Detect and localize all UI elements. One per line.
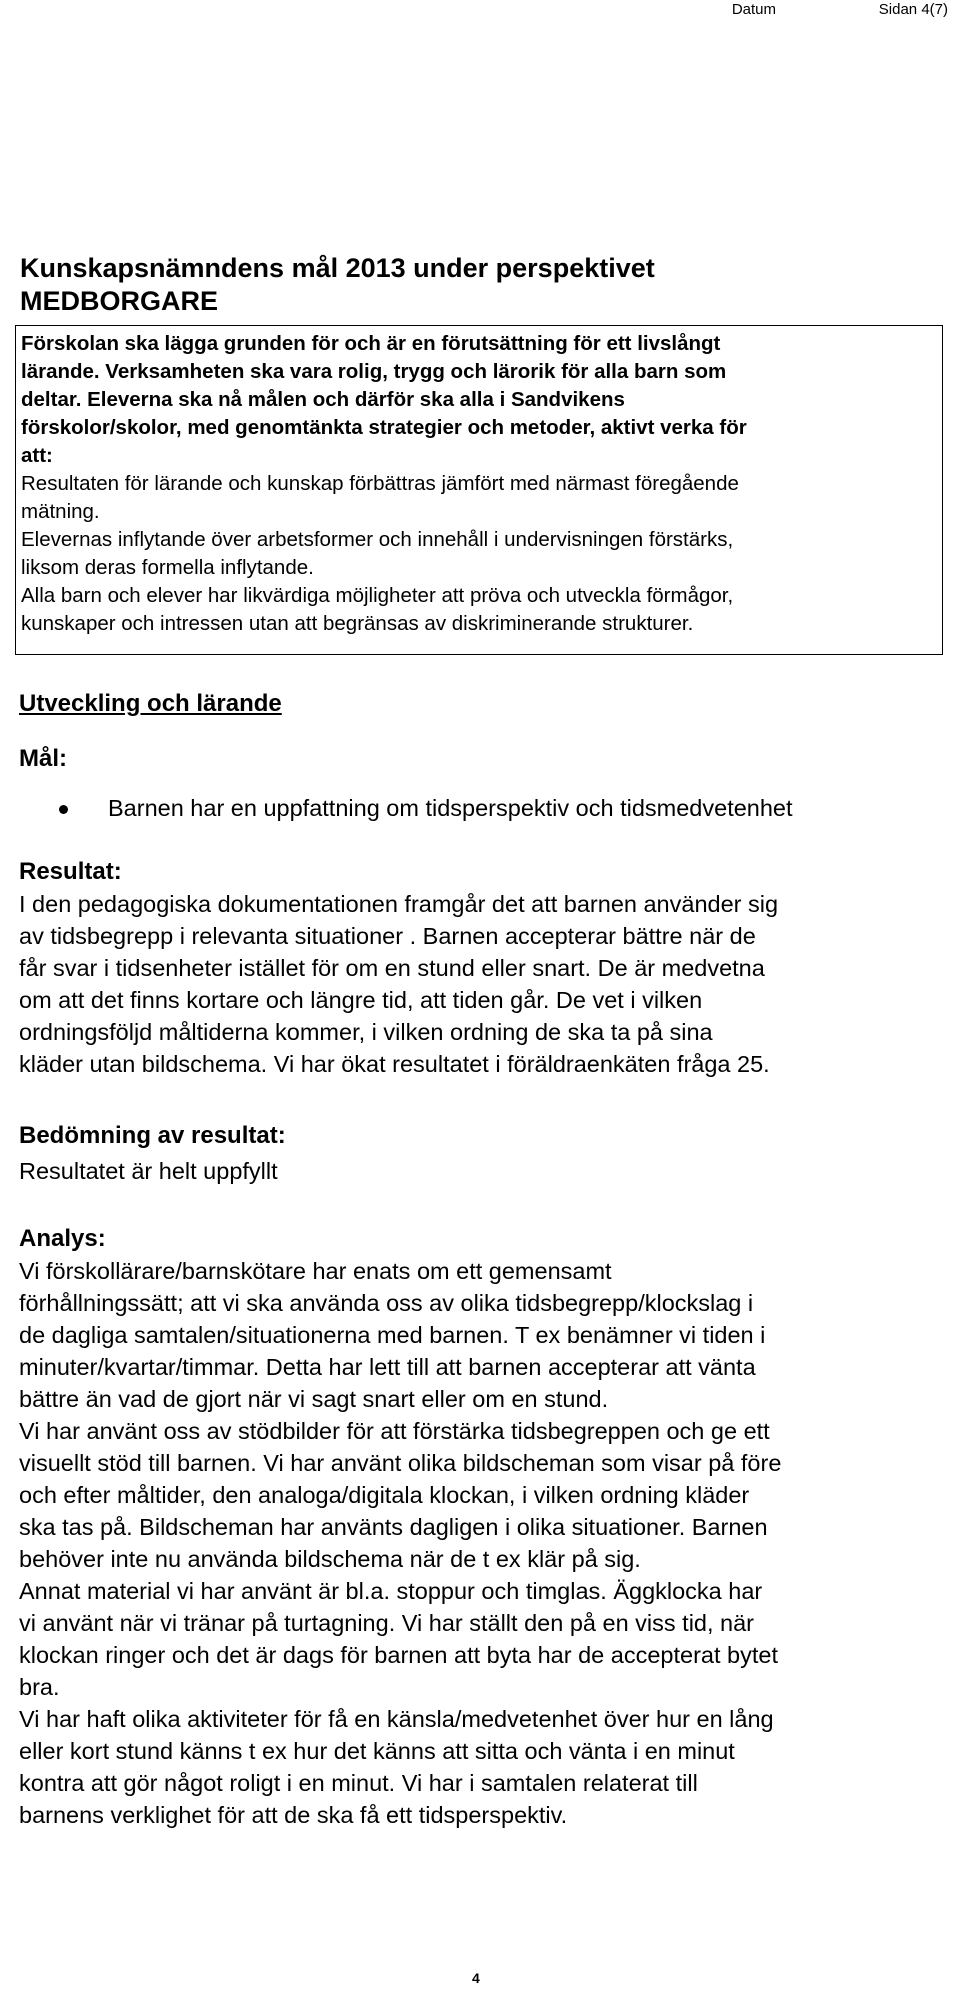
mal-bullet-text: Barnen har en uppfattning om tidsperspektiv och tidsmedvetenhet <box>108 795 793 821</box>
goal-box-line: att: <box>21 444 53 467</box>
header-date-label: Datum <box>731 1 776 18</box>
bedomning-text <box>19 1155 939 1187</box>
resultat-line: kläder utan bildschema. Vi har ökat resultatet i föräldraenkäten fråga 25. <box>19 1051 770 1077</box>
header-page-indicator: Sidan 4(7) <box>878 1 948 18</box>
analys-line: behöver inte nu använda bildschema när de t ex klär på sig. <box>19 1546 641 1572</box>
analys-line: och efter måltider, den analoga/digitala klockan, i vilken ordning kläder <box>19 1482 750 1508</box>
bedomning-label: Bedömning av resultat: <box>19 1122 286 1149</box>
resultat-line: om att det finns kortare och längre tid, att tiden går. De vet i vilken <box>19 987 703 1013</box>
analys-line: Vi har använt oss av stödbilder för att förstärka tidsbegreppen och ge ett <box>19 1418 770 1444</box>
analys-line: barnens verklighet för att de ska få ett tidsperspektiv. <box>19 1802 568 1828</box>
page-title-line: MEDBORGARE <box>20 286 219 316</box>
section-heading: Utveckling och lärande <box>19 690 282 717</box>
analys-line: Vi förskollärare/barnskötare har enats om ett gemensamt <box>19 1258 612 1284</box>
resultat-line: ordningsföljd måltiderna kommer, i vilken ordning de ska ta på sina <box>19 1019 713 1045</box>
page-header <box>0 0 960 20</box>
goal-box-line: Resultaten för lärande och kunskap förbättras jämfört med närmast föregående <box>21 472 739 495</box>
analys-line: de dagliga samtalen/situationerna med barnen. T ex benämner vi tiden i <box>19 1322 766 1348</box>
analys-line: klockan ringer och det är dags för barnen att byta har de accepterat bytet <box>19 1642 778 1668</box>
goal-box-line: lärande. Verksamheten ska vara rolig, trygg och lärorik för alla barn som <box>21 360 727 383</box>
analys-line: bättre än vad de gjort när vi sagt snart eller om en stund. <box>19 1386 609 1412</box>
analys-line: Annat material vi har använt är bl.a. stoppur och timglas. Äggklocka har <box>19 1578 763 1604</box>
analys-line: ska tas på. Bildscheman har använts dagligen i olika situationer. Barnen <box>19 1514 768 1540</box>
resultat-line: får svar i tidsenheter istället för om en stund eller snart. De är medvetna <box>19 955 765 981</box>
goal-box-line: deltar. Eleverna ska nå målen och därför ska alla i Sandvikens <box>21 388 625 411</box>
analys-line: visuellt stöd till barnen. Vi har använt olika bildscheman som visar på före <box>19 1450 782 1476</box>
page-number: 4 <box>472 1970 480 1986</box>
analys-line: eller kort stund känns t ex hur det känns att sitta och vänta i en minut <box>19 1738 735 1764</box>
goal-box-line: förskolor/skolor, med genomtänkta strategier och metoder, aktivt verka för <box>21 416 747 439</box>
resultat-line: av tidsbegrepp i relevanta situationer . Barnen accepterar bättre när de <box>19 923 756 949</box>
analys-line: kontra att gör något roligt i en minut. Vi har i samtalen relaterat till <box>19 1770 698 1796</box>
bullet-icon <box>59 805 68 814</box>
goal-box-line: liksom deras formella inflytande. <box>21 556 314 579</box>
goal-box <box>15 325 943 655</box>
mal-label: Mål: <box>19 745 67 772</box>
page-title <box>20 252 940 318</box>
analys-line: bra. <box>19 1674 60 1700</box>
goal-box-line: Alla barn och elever har likvärdiga möjligheter att pröva och utveckla förmågor, <box>21 584 734 607</box>
analys-line: vi använt när vi tränar på turtagning. Vi har ställt den på en viss tid, när <box>19 1610 755 1636</box>
resultat-line: I den pedagogiska dokumentationen framgår det att barnen använder sig <box>19 891 779 917</box>
goal-box-line: Elevernas inflytande över arbetsformer och innehåll i undervisningen förstärks, <box>21 528 734 551</box>
analys-line: Vi har haft olika aktiviteter för få en känsla/medvetenhet över hur en lång <box>19 1706 774 1732</box>
page-title-line: Kunskapsnämndens mål 2013 under perspektivet <box>20 253 655 283</box>
goal-box-line: Förskolan ska lägga grunden för och är en förutsättning för ett livslångt <box>21 332 721 355</box>
mal-bullet-item <box>59 795 793 822</box>
analys-text <box>19 1255 939 1831</box>
analys-label: Analys: <box>19 1225 106 1252</box>
goal-box-line: mätning. <box>21 500 100 523</box>
analys-line: minuter/kvartar/timmar. Detta har lett till att barnen accepterar att vänta <box>19 1354 756 1380</box>
goal-box-line: kunskaper och intressen utan att begränsas av diskriminerande strukturer. <box>21 612 694 635</box>
resultat-text <box>19 888 939 1080</box>
analys-line: förhållningssätt; att vi ska använda oss av olika tidsbegrepp/klockslag i <box>19 1290 754 1316</box>
bedomning-line: Resultatet är helt uppfyllt <box>19 1158 278 1184</box>
resultat-label: Resultat: <box>19 858 122 885</box>
